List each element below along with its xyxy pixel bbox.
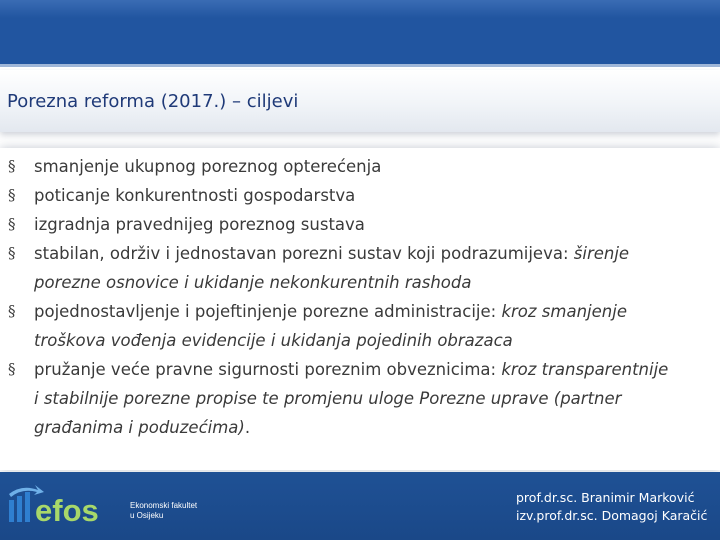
list-item bbox=[8, 210, 718, 239]
bullet-emphasis: i stabilnije porezne propise te promjenu uloge Porezne uprave (partner bbox=[34, 389, 622, 408]
list-item bbox=[8, 181, 718, 210]
bullet-list bbox=[8, 152, 718, 442]
bullet-emphasis: troškova vođenja evidencije i ukidanja pojedinih obrazaca bbox=[34, 331, 513, 350]
bullet-marker: § bbox=[8, 302, 16, 320]
bullet-marker: § bbox=[8, 360, 16, 378]
bullet-text: stabilan, održiv i jednostavan porezni sustav koji podrazumijeva: bbox=[34, 244, 574, 263]
bullet-marker: § bbox=[8, 186, 16, 204]
bullet-text: . bbox=[244, 418, 251, 437]
bullet-text: poticanje konkurentnosti gospodarstva bbox=[34, 186, 356, 205]
header-band bbox=[0, 0, 720, 67]
bullet-emphasis: građanima i poduzećima) bbox=[34, 418, 245, 437]
bullet-marker: § bbox=[8, 215, 16, 233]
list-item bbox=[8, 239, 718, 297]
bullet-text: izgradnja pravednijeg poreznog sustava bbox=[34, 215, 365, 234]
logo-wordmark: efos bbox=[35, 493, 99, 526]
bullet-emphasis: porezne osnovice i ukidanje nekonkurentnih rashoda bbox=[34, 273, 472, 292]
bullet-text: pružanje veće pravne sigurnosti poreznim obveznicima: bbox=[34, 360, 502, 379]
bullet-marker: § bbox=[8, 157, 16, 175]
list-item bbox=[8, 297, 718, 355]
bullet-emphasis: kroz transparentnije bbox=[501, 360, 669, 379]
list-item bbox=[8, 355, 718, 442]
bullet-marker: § bbox=[8, 244, 16, 262]
list-item bbox=[8, 152, 718, 181]
faculty-name: Ekonomski fakultet u Osijeku bbox=[130, 501, 198, 520]
bullet-text: pojednostavljenje i pojeftinjenje porezne administracije: bbox=[34, 302, 502, 321]
efos-logo bbox=[8, 482, 126, 526]
author-2: izv.prof.dr.sc. Domagoj Karačić bbox=[516, 508, 708, 523]
author-1: prof.dr.sc. Branimir Marković bbox=[516, 490, 695, 505]
slide-title: Porezna reforma (2017.) – ciljevi bbox=[7, 91, 299, 112]
bullet-emphasis: kroz smanjenje bbox=[501, 302, 627, 321]
bullet-emphasis: širenje bbox=[573, 244, 630, 263]
bullet-text: smanjenje ukupnog poreznog opterećenja bbox=[34, 157, 382, 176]
author-credits bbox=[516, 489, 707, 525]
